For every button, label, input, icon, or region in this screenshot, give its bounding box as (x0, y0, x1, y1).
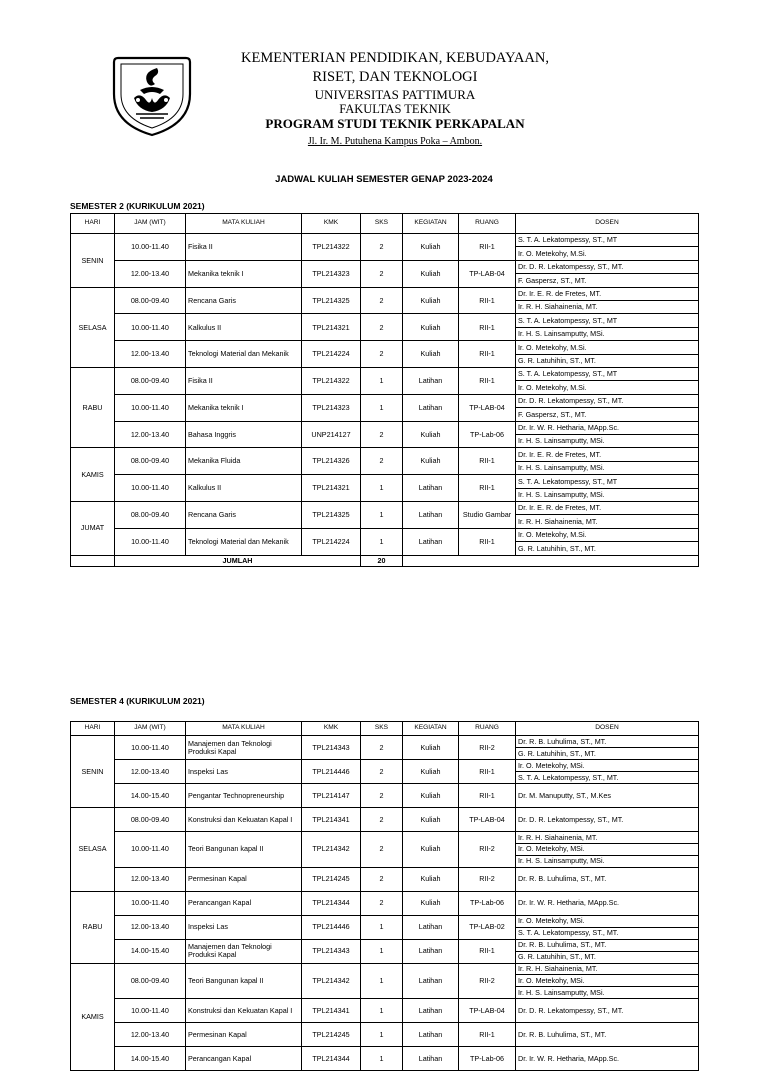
room-cell: RII-1 (459, 234, 516, 261)
lecturer-cell (516, 1047, 699, 1071)
credits-cell: 2 (361, 260, 403, 287)
lecturer-cell (516, 367, 699, 394)
room-cell: RII-1 (459, 314, 516, 341)
column-header: MATA KULIAH (186, 214, 302, 234)
code-cell: TPL214224 (302, 341, 361, 368)
lecturer-name: G. R. Latuhihin, ST., MT. (516, 354, 698, 367)
lecturer-name: S. T. A. Lekatompessy, ST., MT. (516, 771, 698, 783)
lecturer-name: Dr. Ir. E. R. de Fretes, MT. (518, 449, 602, 459)
table-row (71, 1047, 699, 1071)
credits-cell: 2 (361, 421, 403, 448)
table-row (71, 260, 699, 287)
time-cell: 10.00-11.40 (115, 475, 186, 502)
lecturer-cell (516, 760, 699, 784)
code-cell: TPL214342 (302, 963, 361, 999)
lecturer-name: Dr. D. R. Lekatompessy, ST., MT. (518, 814, 624, 824)
room-cell: TP-LAB-04 (459, 808, 516, 832)
activity-cell: Kuliah (403, 832, 459, 868)
column-header: HARI (71, 722, 115, 736)
day-cell: RABU (71, 367, 115, 447)
time-cell: 10.00-11.40 (115, 234, 186, 261)
room-cell: RII-2 (459, 867, 516, 891)
activity-cell: Kuliah (403, 808, 459, 832)
column-header: RUANG (459, 214, 516, 234)
activity-cell: Latihan (403, 939, 459, 963)
activity-cell: Latihan (403, 999, 459, 1023)
lecturer-cell (516, 528, 699, 555)
lecturer-name: G. R. Latuhihin, ST., MT. (516, 951, 698, 963)
credits-cell: 1 (361, 939, 403, 963)
table-row (71, 341, 699, 368)
credits-cell: 2 (361, 760, 403, 784)
room-cell: RII-1 (459, 939, 516, 963)
lecturer-name: Ir. H. S. Lainsamputty, MSi. (516, 855, 698, 867)
lecturer-name: Ir. O. Metekohy, M.Si. (518, 530, 587, 540)
header-address: Jl. Ir. M. Putuhena Kampus Poka – Ambon. (307, 136, 483, 147)
semester-4-title: SEMESTER 4 (KURIKULUM 2021) (70, 696, 205, 706)
lecturer-cell (516, 736, 699, 760)
lecturer-cell (516, 808, 699, 832)
room-cell: RII-1 (459, 448, 516, 475)
time-cell: 10.00-11.40 (115, 314, 186, 341)
table-row (71, 867, 699, 891)
lecturer-name: Ir. O. Metekohy, MSi. (516, 843, 698, 855)
lecturer-name: Ir. H. S. Lainsamputty, MSi. (516, 461, 698, 474)
column-header: DOSEN (516, 214, 699, 234)
activity-cell: Kuliah (403, 234, 459, 261)
code-cell: TPL214343 (302, 939, 361, 963)
credits-cell: 1 (361, 501, 403, 528)
credits-cell: 2 (361, 832, 403, 868)
room-cell: RII-1 (459, 760, 516, 784)
code-cell: TPL214245 (302, 867, 361, 891)
table-row (71, 287, 699, 314)
lecturer-cell (516, 915, 699, 939)
room-cell: TP-Lab-06 (459, 891, 516, 915)
lecturer-name: Dr. Ir. W. R. Hetharia, MApp.Sc. (518, 1053, 620, 1063)
course-cell: Fisika II (186, 234, 302, 261)
lecturer-cell (516, 867, 699, 891)
room-cell: TP-LAB-04 (459, 394, 516, 421)
table-row (71, 891, 699, 915)
time-cell: 10.00-11.40 (115, 394, 186, 421)
room-cell: TP-Lab-06 (459, 421, 516, 448)
activity-cell: Kuliah (403, 736, 459, 760)
lecturer-cell (516, 394, 699, 421)
table-header-row (71, 214, 699, 234)
time-cell: 12.00-13.40 (115, 341, 186, 368)
lecturer-cell (516, 501, 699, 528)
day-cell: SELASA (71, 808, 115, 892)
credits-cell: 1 (361, 1023, 403, 1047)
activity-cell: Kuliah (403, 287, 459, 314)
lecturer-cell (516, 832, 699, 868)
lecturer-name: S. T. A. Lekatompessy, ST., MT (518, 369, 618, 379)
course-cell: Konstruksi dan Kekuatan Kapal I (186, 808, 302, 832)
column-header: JAM (WIT) (115, 214, 186, 234)
credits-cell: 1 (361, 999, 403, 1023)
course-cell: Bahasa Inggris (186, 421, 302, 448)
time-cell: 10.00-11.40 (115, 736, 186, 760)
lecturer-name: Dr. Ir. E. R. de Fretes, MT. (518, 503, 602, 513)
credits-cell: 2 (361, 784, 403, 808)
column-header: SKS (361, 722, 403, 736)
lecturer-name: Ir. R. H. Siahainenia, MT. (518, 964, 598, 974)
room-cell: RII-1 (459, 367, 516, 394)
table-row (71, 314, 699, 341)
lecturer-cell (516, 963, 699, 999)
credits-cell: 1 (361, 528, 403, 555)
room-cell: RII-1 (459, 475, 516, 502)
credits-cell: 2 (361, 314, 403, 341)
room-cell: Studio Gambar (459, 501, 516, 528)
table-row (71, 999, 699, 1023)
lecturer-name: Dr. D. R. Lekatompessy, ST., MT. (518, 262, 624, 272)
lecturer-name: G. R. Latuhihin, ST., MT. (516, 541, 698, 554)
lecturer-name: F. Gaspersz, ST., MT. (516, 407, 698, 420)
time-cell: 14.00-15.40 (115, 939, 186, 963)
credits-cell: 2 (361, 287, 403, 314)
time-cell: 10.00-11.40 (115, 999, 186, 1023)
lecturer-name: Dr. Ir. E. R. de Fretes, MT. (518, 289, 602, 299)
activity-cell: Latihan (403, 963, 459, 999)
time-cell: 12.00-13.40 (115, 760, 186, 784)
day-cell: RABU (71, 891, 115, 963)
course-cell: Pengantar Technopreneurship (186, 784, 302, 808)
code-cell: TPL214446 (302, 915, 361, 939)
room-cell: RII-1 (459, 784, 516, 808)
lecturer-name: Dr. R. B. Luhulima, ST., MT. (518, 874, 607, 884)
code-cell: TPL214325 (302, 287, 361, 314)
total-row (71, 555, 699, 566)
lecturer-name: Ir. H. S. Lainsamputty, MSi. (516, 986, 698, 998)
activity-cell: Kuliah (403, 784, 459, 808)
lecturer-name: Dr. D. R. Lekatompessy, ST., MT. (518, 396, 624, 406)
time-cell: 08.00-09.40 (115, 287, 186, 314)
lecturer-name: Dr. Ir. W. R. Hetharia, MApp.Sc. (518, 898, 620, 908)
university-logo-icon (110, 54, 194, 138)
course-cell: Mekanika Fluida (186, 448, 302, 475)
lecturer-name: S. T. A. Lekatompessy, ST., MT (518, 315, 618, 325)
semester-2-table (70, 213, 699, 567)
lecturer-cell (516, 784, 699, 808)
total-credits: 20 (361, 555, 403, 566)
time-cell: 12.00-13.40 (115, 260, 186, 287)
course-cell: Permesinan Kapal (186, 1023, 302, 1047)
room-cell: RII-2 (459, 736, 516, 760)
course-cell: Mekanika teknik I (186, 394, 302, 421)
table-row (71, 1023, 699, 1047)
code-cell: TPL214245 (302, 1023, 361, 1047)
lecturer-name: G. R. Latuhihin, ST., MT. (516, 747, 698, 759)
lecturer-name: Dr. M. Manuputty, ST., M.Kes (518, 790, 611, 800)
lecturer-cell (516, 939, 699, 963)
credits-cell: 2 (361, 867, 403, 891)
lecturer-name: Ir. O. Metekohy, M.Si. (516, 246, 698, 259)
time-cell: 08.00-09.40 (115, 501, 186, 528)
time-cell: 08.00-09.40 (115, 448, 186, 475)
activity-cell: Kuliah (403, 867, 459, 891)
lecturer-name: Ir. R. H. Siahainenia, MT. (516, 300, 698, 313)
activity-cell: Kuliah (403, 421, 459, 448)
column-header: KMK (302, 722, 361, 736)
credits-cell: 1 (361, 915, 403, 939)
lecturer-name: Ir. O. Metekohy, MSi. (518, 760, 585, 770)
room-cell: RII-1 (459, 341, 516, 368)
course-cell: Teori Bangunan kapal II (186, 832, 302, 868)
time-cell: 10.00-11.40 (115, 832, 186, 868)
course-cell: Teknologi Material dan Mekanik (186, 528, 302, 555)
day-cell: SENIN (71, 736, 115, 808)
table-row (71, 736, 699, 760)
code-cell: TPL214147 (302, 784, 361, 808)
day-cell: JUMAT (71, 501, 115, 555)
room-cell: RII-2 (459, 963, 516, 999)
activity-cell: Kuliah (403, 760, 459, 784)
time-cell: 10.00-11.40 (115, 528, 186, 555)
activity-cell: Latihan (403, 501, 459, 528)
course-cell: Fisika II (186, 367, 302, 394)
code-cell: TPL214344 (302, 891, 361, 915)
table-row (71, 963, 699, 999)
code-cell: TPL214323 (302, 260, 361, 287)
course-cell: Perancangan Kapal (186, 891, 302, 915)
lecturer-name: F. Gaspersz, ST., MT. (516, 273, 698, 286)
time-cell: 08.00-09.40 (115, 963, 186, 999)
lecturer-name: Ir. R. H. Siahainenia, MT. (518, 832, 598, 842)
total-label: JUMLAH (115, 555, 361, 566)
course-cell: Rencana Garis (186, 501, 302, 528)
table-row (71, 394, 699, 421)
course-cell: Rencana Garis (186, 287, 302, 314)
credits-cell: 2 (361, 234, 403, 261)
activity-cell: Kuliah (403, 891, 459, 915)
lecturer-cell (516, 421, 699, 448)
activity-cell: Kuliah (403, 314, 459, 341)
code-cell: TPL214325 (302, 501, 361, 528)
table-header-row (71, 722, 699, 736)
course-cell: Teknologi Material dan Mekanik (186, 341, 302, 368)
credits-cell: 1 (361, 475, 403, 502)
table-row (71, 475, 699, 502)
credits-cell: 1 (361, 367, 403, 394)
activity-cell: Latihan (403, 475, 459, 502)
lecturer-cell (516, 341, 699, 368)
code-cell: TPL214322 (302, 234, 361, 261)
time-cell: 08.00-09.40 (115, 367, 186, 394)
lecturer-name: Ir. O. Metekohy, MSi. (516, 974, 698, 986)
code-cell: TPL214323 (302, 394, 361, 421)
activity-cell: Latihan (403, 367, 459, 394)
activity-cell: Latihan (403, 1023, 459, 1047)
time-cell: 10.00-11.40 (115, 891, 186, 915)
lecturer-name: Ir. O. Metekohy, M.Si. (516, 380, 698, 393)
time-cell: 12.00-13.40 (115, 421, 186, 448)
lecturer-name: Dr. Ir. W. R. Hetharia, MApp.Sc. (518, 423, 620, 432)
lecturer-cell (516, 999, 699, 1023)
table-row (71, 915, 699, 939)
course-cell: Teori Bangunan kapal II (186, 963, 302, 999)
header-university: UNIVERSITAS PATTIMURA (314, 87, 476, 102)
lecturer-cell (516, 260, 699, 287)
code-cell: TPL214224 (302, 528, 361, 555)
course-cell: Inspeksi Las (186, 915, 302, 939)
room-cell: RII-2 (459, 832, 516, 868)
credits-cell: 2 (361, 808, 403, 832)
course-cell: Kalkulus II (186, 475, 302, 502)
time-cell: 14.00-15.40 (115, 1047, 186, 1071)
activity-cell: Kuliah (403, 260, 459, 287)
lecturer-cell (516, 314, 699, 341)
header-ministry-cont: RISET, DAN TEKNOLOGI (312, 69, 478, 85)
credits-cell: 2 (361, 736, 403, 760)
credits-cell: 1 (361, 1047, 403, 1071)
activity-cell: Kuliah (403, 448, 459, 475)
room-cell: TP-LAB-02 (459, 915, 516, 939)
course-cell: Perancangan Kapal (186, 1047, 302, 1071)
room-cell: RII-1 (459, 1023, 516, 1047)
room-cell: RII-1 (459, 528, 516, 555)
room-cell: RII-1 (459, 287, 516, 314)
lecturer-name: Dr. D. R. Lekatompessy, ST., MT. (518, 1005, 624, 1015)
day-cell: SENIN (71, 234, 115, 288)
room-cell: TP-Lab-06 (459, 1047, 516, 1071)
table-row (71, 784, 699, 808)
course-cell: Mekanika teknik I (186, 260, 302, 287)
table-row (71, 367, 699, 394)
semester-2-title: SEMESTER 2 (KURIKULUM 2021) (70, 201, 205, 211)
header-program: PROGRAM STUDI TEKNIK PERKAPALAN (265, 116, 525, 131)
lecturer-name: Ir. H. S. Lainsamputty, MSi. (516, 434, 698, 447)
code-cell: TPL214341 (302, 808, 361, 832)
activity-cell: Latihan (403, 1047, 459, 1071)
time-cell: 12.00-13.40 (115, 915, 186, 939)
lecturer-name: Ir. O. Metekohy, MSi. (518, 916, 585, 926)
lecturer-name: Dr. R. B. Luhulima, ST., MT. (518, 940, 607, 950)
credits-cell: 1 (361, 963, 403, 999)
time-cell: 12.00-13.40 (115, 1023, 186, 1047)
table-row (71, 448, 699, 475)
lecturer-name: Ir. H. S. Lainsamputty, MSi. (516, 327, 698, 340)
column-header: KEGIATAN (403, 722, 459, 736)
lecturer-cell (516, 448, 699, 475)
lecturer-cell (516, 891, 699, 915)
code-cell: TPL214321 (302, 475, 361, 502)
table-row (71, 808, 699, 832)
course-cell: Manajemen dan Teknologi Produksi Kapal (186, 939, 302, 963)
header-faculty: FAKULTAS TEKNIK (339, 102, 451, 116)
column-header: KMK (302, 214, 361, 234)
credits-cell: 2 (361, 341, 403, 368)
day-cell: KAMIS (71, 963, 115, 1071)
time-cell: 14.00-15.40 (115, 784, 186, 808)
column-header: SKS (361, 214, 403, 234)
lecturer-name: Ir. R. H. Siahainenia, MT. (516, 514, 698, 527)
day-cell: SELASA (71, 287, 115, 367)
lecturer-name: S. T. A. Lekatompessy, ST., MT (518, 476, 618, 486)
column-header: KEGIATAN (403, 214, 459, 234)
code-cell: TPL214341 (302, 999, 361, 1023)
time-cell: 12.00-13.40 (115, 867, 186, 891)
table-row (71, 234, 699, 261)
lecturer-name: Ir. H. S. Lainsamputty, MSi. (516, 488, 698, 501)
lecturer-cell (516, 1023, 699, 1047)
table-row (71, 760, 699, 784)
table-row (71, 421, 699, 448)
column-header: HARI (71, 214, 115, 234)
table-row (71, 501, 699, 528)
column-header: RUANG (459, 722, 516, 736)
lecturer-name: S. T. A. Lekatompessy, ST., MT (518, 235, 618, 245)
column-header: MATA KULIAH (186, 722, 302, 736)
course-cell: Konstruksi dan Kekuatan Kapal I (186, 999, 302, 1023)
lecturer-name: Dr. R. B. Luhulima, ST., MT. (518, 736, 607, 746)
lecturer-name: S. T. A. Lekatompessy, ST., MT. (516, 927, 698, 939)
activity-cell: Latihan (403, 915, 459, 939)
course-cell: Inspeksi Las (186, 760, 302, 784)
table-row (71, 939, 699, 963)
code-cell: UNP214127 (302, 421, 361, 448)
day-cell: KAMIS (71, 448, 115, 502)
column-header: JAM (WIT) (115, 722, 186, 736)
code-cell: TPL214446 (302, 760, 361, 784)
table-row (71, 528, 699, 555)
total-spacer (71, 555, 115, 566)
course-cell: Manajemen dan Teknologi Produksi Kapal (186, 736, 302, 760)
semester-4-table (70, 721, 699, 1071)
credits-cell: 1 (361, 394, 403, 421)
credits-cell: 2 (361, 448, 403, 475)
code-cell: TPL214343 (302, 736, 361, 760)
course-cell: Kalkulus II (186, 314, 302, 341)
table-row (71, 832, 699, 868)
lecturer-name: Ir. O. Metekohy, M.Si. (518, 342, 587, 352)
code-cell: TPL214326 (302, 448, 361, 475)
activity-cell: Kuliah (403, 341, 459, 368)
code-cell: TPL214342 (302, 832, 361, 868)
room-cell: TP-LAB-04 (459, 999, 516, 1023)
course-cell: Permesinan Kapal (186, 867, 302, 891)
page-title: JADWAL KULIAH SEMESTER GENAP 2023-2024 (275, 174, 493, 185)
code-cell: TPL214322 (302, 367, 361, 394)
column-header: DOSEN (516, 722, 699, 736)
code-cell: TPL214321 (302, 314, 361, 341)
total-spacer (403, 555, 699, 566)
lecturer-cell (516, 475, 699, 502)
time-cell: 08.00-09.40 (115, 808, 186, 832)
header-ministry: KEMENTERIAN PENDIDIKAN, KEBUDAYAAN, (241, 50, 549, 66)
code-cell: TPL214344 (302, 1047, 361, 1071)
activity-cell: Latihan (403, 394, 459, 421)
lecturer-cell (516, 234, 699, 261)
credits-cell: 2 (361, 891, 403, 915)
lecturer-name: Dr. R. B. Luhulima, ST., MT. (518, 1029, 607, 1039)
room-cell: TP-LAB-04 (459, 260, 516, 287)
lecturer-cell (516, 287, 699, 314)
activity-cell: Latihan (403, 528, 459, 555)
